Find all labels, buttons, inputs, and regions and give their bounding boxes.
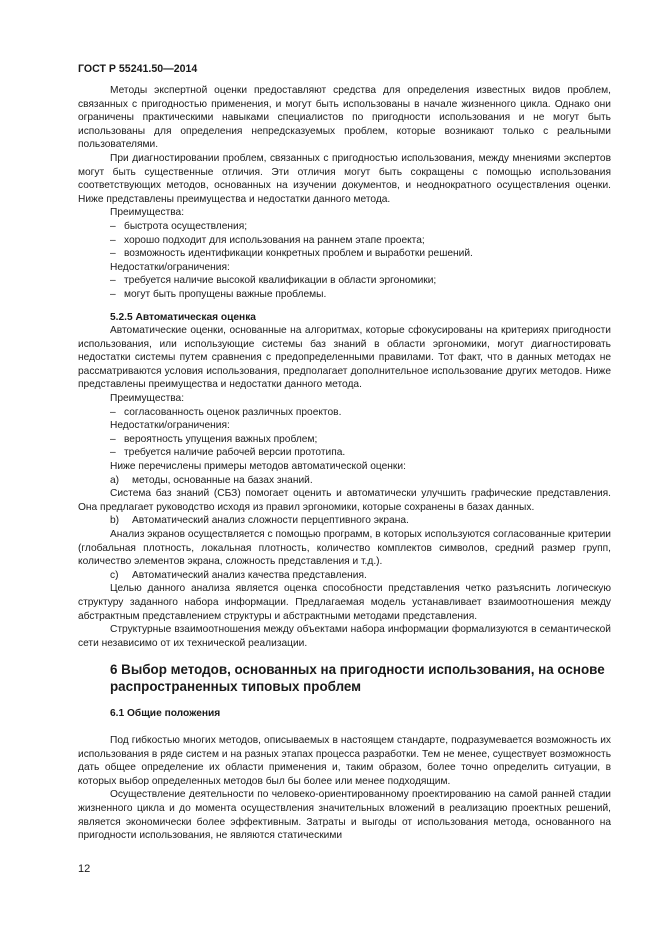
list-item: – хорошо подходит для использования на раннем этапе проекта; [110,234,425,246]
list-item: – вероятность упущения важных проблем; [110,433,318,445]
page-content [78,84,611,843]
paragraph: Ниже перечислены примеры методов автоматической оценки: [110,461,406,473]
subsection-heading: 6.1 Общие положения [110,708,221,720]
paragraph: Осуществление деятельности по человеко-ориентированному проектированию на самой ранней стадии жизненного цикла и до момента осуществления значительных вложений в реализацию проектных решений, является экономически более эффективным. Затраты и выгоды от использования метода, основанного на пригодности использования, не являются статическими [78,789,611,842]
list-label: Недостатки/ограничения: [110,420,230,432]
paragraph: При диагностировании проблем, связанных с пригодностью использования, между мнениями экспертов могут быть существенные отличия. Эти отличия могут быть сокращены с помощью использования соответствующих методов, основанных на изучении документов, и неоднократного осуществления оценки. Ниже представлены преимущества и недостатки данного метода. [78,152,611,205]
paragraph: Под гибкостью многих методов, описываемых в настоящем стандарте, подразумевается возможность их использования в ряде систем и на разных этапах процесса разработки. Тем не менее, существует возможность дать общее определение их области применения и, таким образом, более точно определить ситуации, в которых выбор определенных методов был бы более или менее подходящим. [78,734,611,787]
page-number: 12 [78,863,91,875]
list-item: – могут быть пропущены важные проблемы. [110,288,327,300]
list-item: – возможность идентификации конкретных проблем и выработки решений. [110,248,473,260]
enumerated-item: b) Автоматический анализ сложности перцептивного экрана. [110,515,409,527]
list-item: – согласованность оценок различных проектов. [110,406,342,418]
paragraph: Система баз знаний (СБЗ) помогает оценить и автоматически улучшить графические представления. Она предлагает руководство исходя из правил эргономики, которые сохранены в базах данных. [78,488,611,513]
list [78,274,611,301]
paragraph: Анализ экранов осуществляется с помощью программ, в которых используются согласованные критерии (глобальная плотность, локальная плотность, количество комплектов символов, средний размер групп, количество элементов экрана, сложность представления и т.д.). [78,529,611,568]
list-item: – требуется наличие высокой квалификации в области эргономики; [110,275,437,287]
document-header: ГОСТ Р 55241.50—2014 [78,63,198,75]
section-heading: 6 Выбор методов, основанных на пригодности использования, на основе распространенных типовых проблем [110,662,605,695]
paragraph: Целью данного анализа является оценка способности представления четко разъяснить логическую структуру заданного набора информации. Предлагаемая модель устанавливает взаимоотношения между абстрактным представлением структуры и абстрактными методами представления. [78,583,611,622]
list-label: Преимущества: [110,207,185,219]
list [78,220,611,261]
list-item: – быстрота осуществления; [110,220,248,232]
list-item: – требуется наличие рабочей версии прототипа. [110,447,346,459]
paragraph: Автоматические оценки, основанные на алгоритмах, которые сфокусированы на критериях пригодности использования, или использующие системы баз знаний в области эргономики, могут диагностировать недостатки системы путем сравнения с предопределенными правилами. Тот факт, что в данных методах не рассматриваются условия использования, предполагает дополнительное использование других методов. Ниже представлены преимущества и недостатки данного метода. [78,325,611,391]
list-label: Преимущества: [110,393,185,405]
enumerated-item: c) Автоматический анализ качества представления. [110,569,367,581]
paragraph: Структурные взаимоотношения между объектами набора информации формализуются в семантической сети независимо от их технической реализации. [78,624,611,649]
enumerated-item: a) методы, основанные на базах знаний. [110,474,313,486]
paragraph: Методы экспертной оценки предоставляют средства для определения известных видов проблем, связанных с пригодностью применения, и могут быть использованы в начале жизненного цикла. Однако они ограничены практическими навыками специалистов по пригодности использования и не могут быть использованы для определения непредсказуемых проблем, которые возникают только с реальными пользователями. [78,85,611,151]
subsection-heading: 5.2.5 Автоматическая оценка [110,311,256,323]
list-label: Недостатки/ограничения: [110,261,230,273]
